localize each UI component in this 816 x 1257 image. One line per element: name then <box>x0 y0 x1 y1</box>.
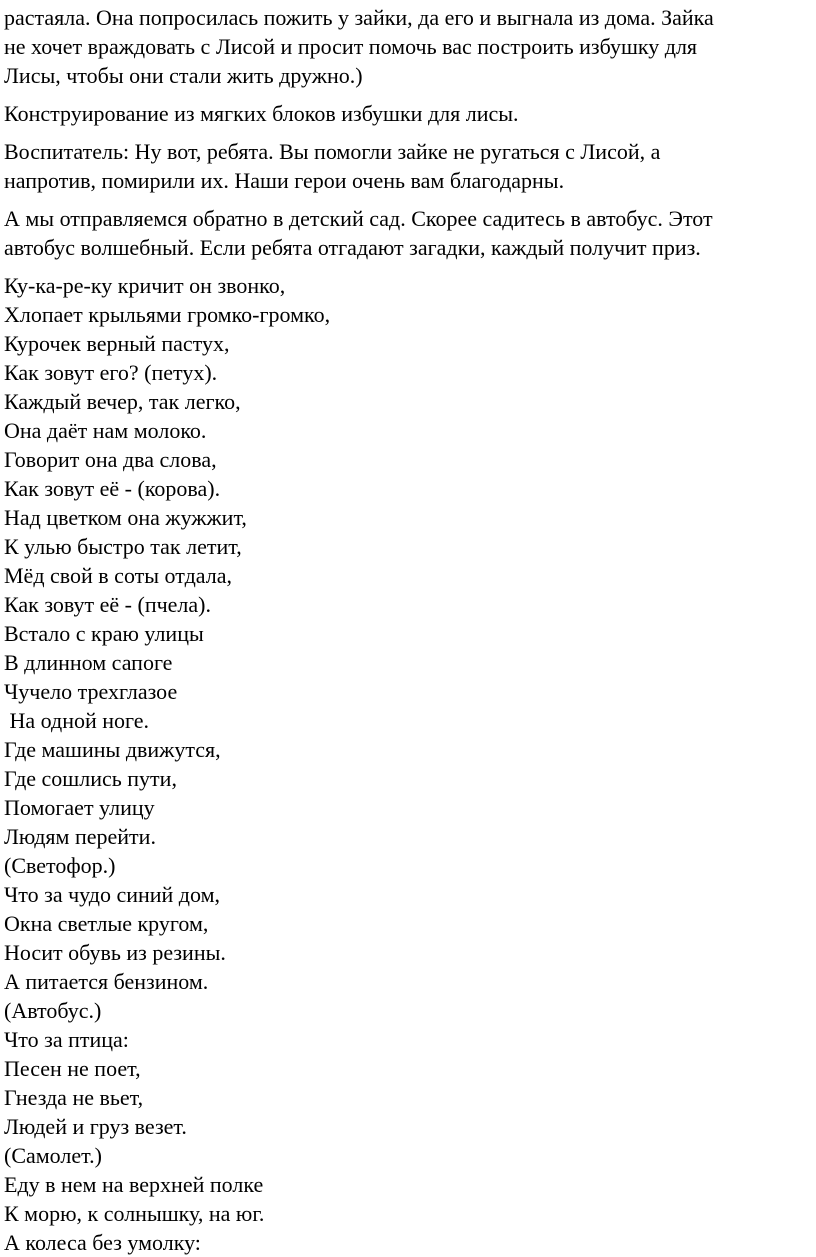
poem-line: Песен не поет, <box>4 1056 141 1081</box>
poem-line: А питается бензином. <box>4 969 209 994</box>
poem-line: (Автобус.) <box>4 998 102 1023</box>
poem-line: К улью быстро так летит, <box>4 534 242 559</box>
poem-line: Где машины движутся, <box>4 737 221 762</box>
prose-section <box>4 3 816 262</box>
paragraph <box>4 137 816 195</box>
poem-line: Что за птица: <box>4 1027 129 1052</box>
poem-line: Людей и груз везет. <box>4 1114 187 1139</box>
poem-line: На одной ноге. <box>4 708 150 733</box>
text-line: Лисы, чтобы они стали жить дружно.) <box>4 63 363 88</box>
paragraph <box>4 99 816 128</box>
poem-line: Как зовут её - (корова). <box>4 476 221 501</box>
poem-line: Носит обувь из резины. <box>4 940 226 965</box>
poem-line: Хлопает крыльями громко-громко, <box>4 302 331 327</box>
paragraph <box>4 204 816 262</box>
text-line: не хочет враждовать с Лисой и просит помочь вас построить избушку для <box>4 34 698 59</box>
poem-line: Чучело трехглазое <box>4 679 178 704</box>
poem-line: Где сошлись пути, <box>4 766 177 791</box>
poem-line: Она даёт нам молоко. <box>4 418 207 443</box>
poem-line: Как зовут его? (петух). <box>4 360 218 385</box>
poem-line: (Светофор.) <box>4 853 116 878</box>
riddles-poem <box>4 271 816 1257</box>
poem-line: Еду в нем на верхней полке <box>4 1172 264 1197</box>
poem-line: Курочек верный пастух, <box>4 331 230 356</box>
poem-line: Встало с краю улицы <box>4 621 204 646</box>
poem-line: Ку-ка-ре-ку кричит он звонко, <box>4 273 286 298</box>
poem-line: Говорит она два слова, <box>4 447 217 472</box>
poem-line: Окна светлые кругом, <box>4 911 209 936</box>
poem-line: Как зовут её - (пчела). <box>4 592 212 617</box>
poem-line: В длинном сапоге <box>4 650 173 675</box>
poem-line: Что за чудо синий дом, <box>4 882 221 907</box>
text-line: Конструирование из мягких блоков избушки для лисы. <box>4 101 519 126</box>
poem-line: А колеса без умолку: <box>4 1230 201 1255</box>
poem-line: Мёд свой в соты отдала, <box>4 563 232 588</box>
poem-line: Над цветком она жужжит, <box>4 505 247 530</box>
poem-line: Людям перейти. <box>4 824 156 849</box>
text-line: автобус волшебный. Если ребята отгадают загадки, каждый получит приз. <box>4 235 701 260</box>
paragraph <box>4 3 816 90</box>
text-line: напротив, помирили их. Наши герои очень вам благодарны. <box>4 168 565 193</box>
text-line: Воспитатель: Ну вот, ребята. Вы помогли зайке не ругаться с Лисой, а <box>4 139 661 164</box>
poem-line: Каждый вечер, так легко, <box>4 389 241 414</box>
poem-line: (Самолет.) <box>4 1143 102 1168</box>
poem-line: Помогает улицу <box>4 795 155 820</box>
poem-line: Гнезда не вьет, <box>4 1085 144 1110</box>
poem-line: К морю, к солнышку, на юг. <box>4 1201 265 1226</box>
text-line: А мы отправляемся обратно в детский сад. Скорее садитесь в автобус. Этот <box>4 206 713 231</box>
text-line: растаяла. Она попросилась пожить у зайки, да его и выгнала из дома. Зайка <box>4 5 714 30</box>
